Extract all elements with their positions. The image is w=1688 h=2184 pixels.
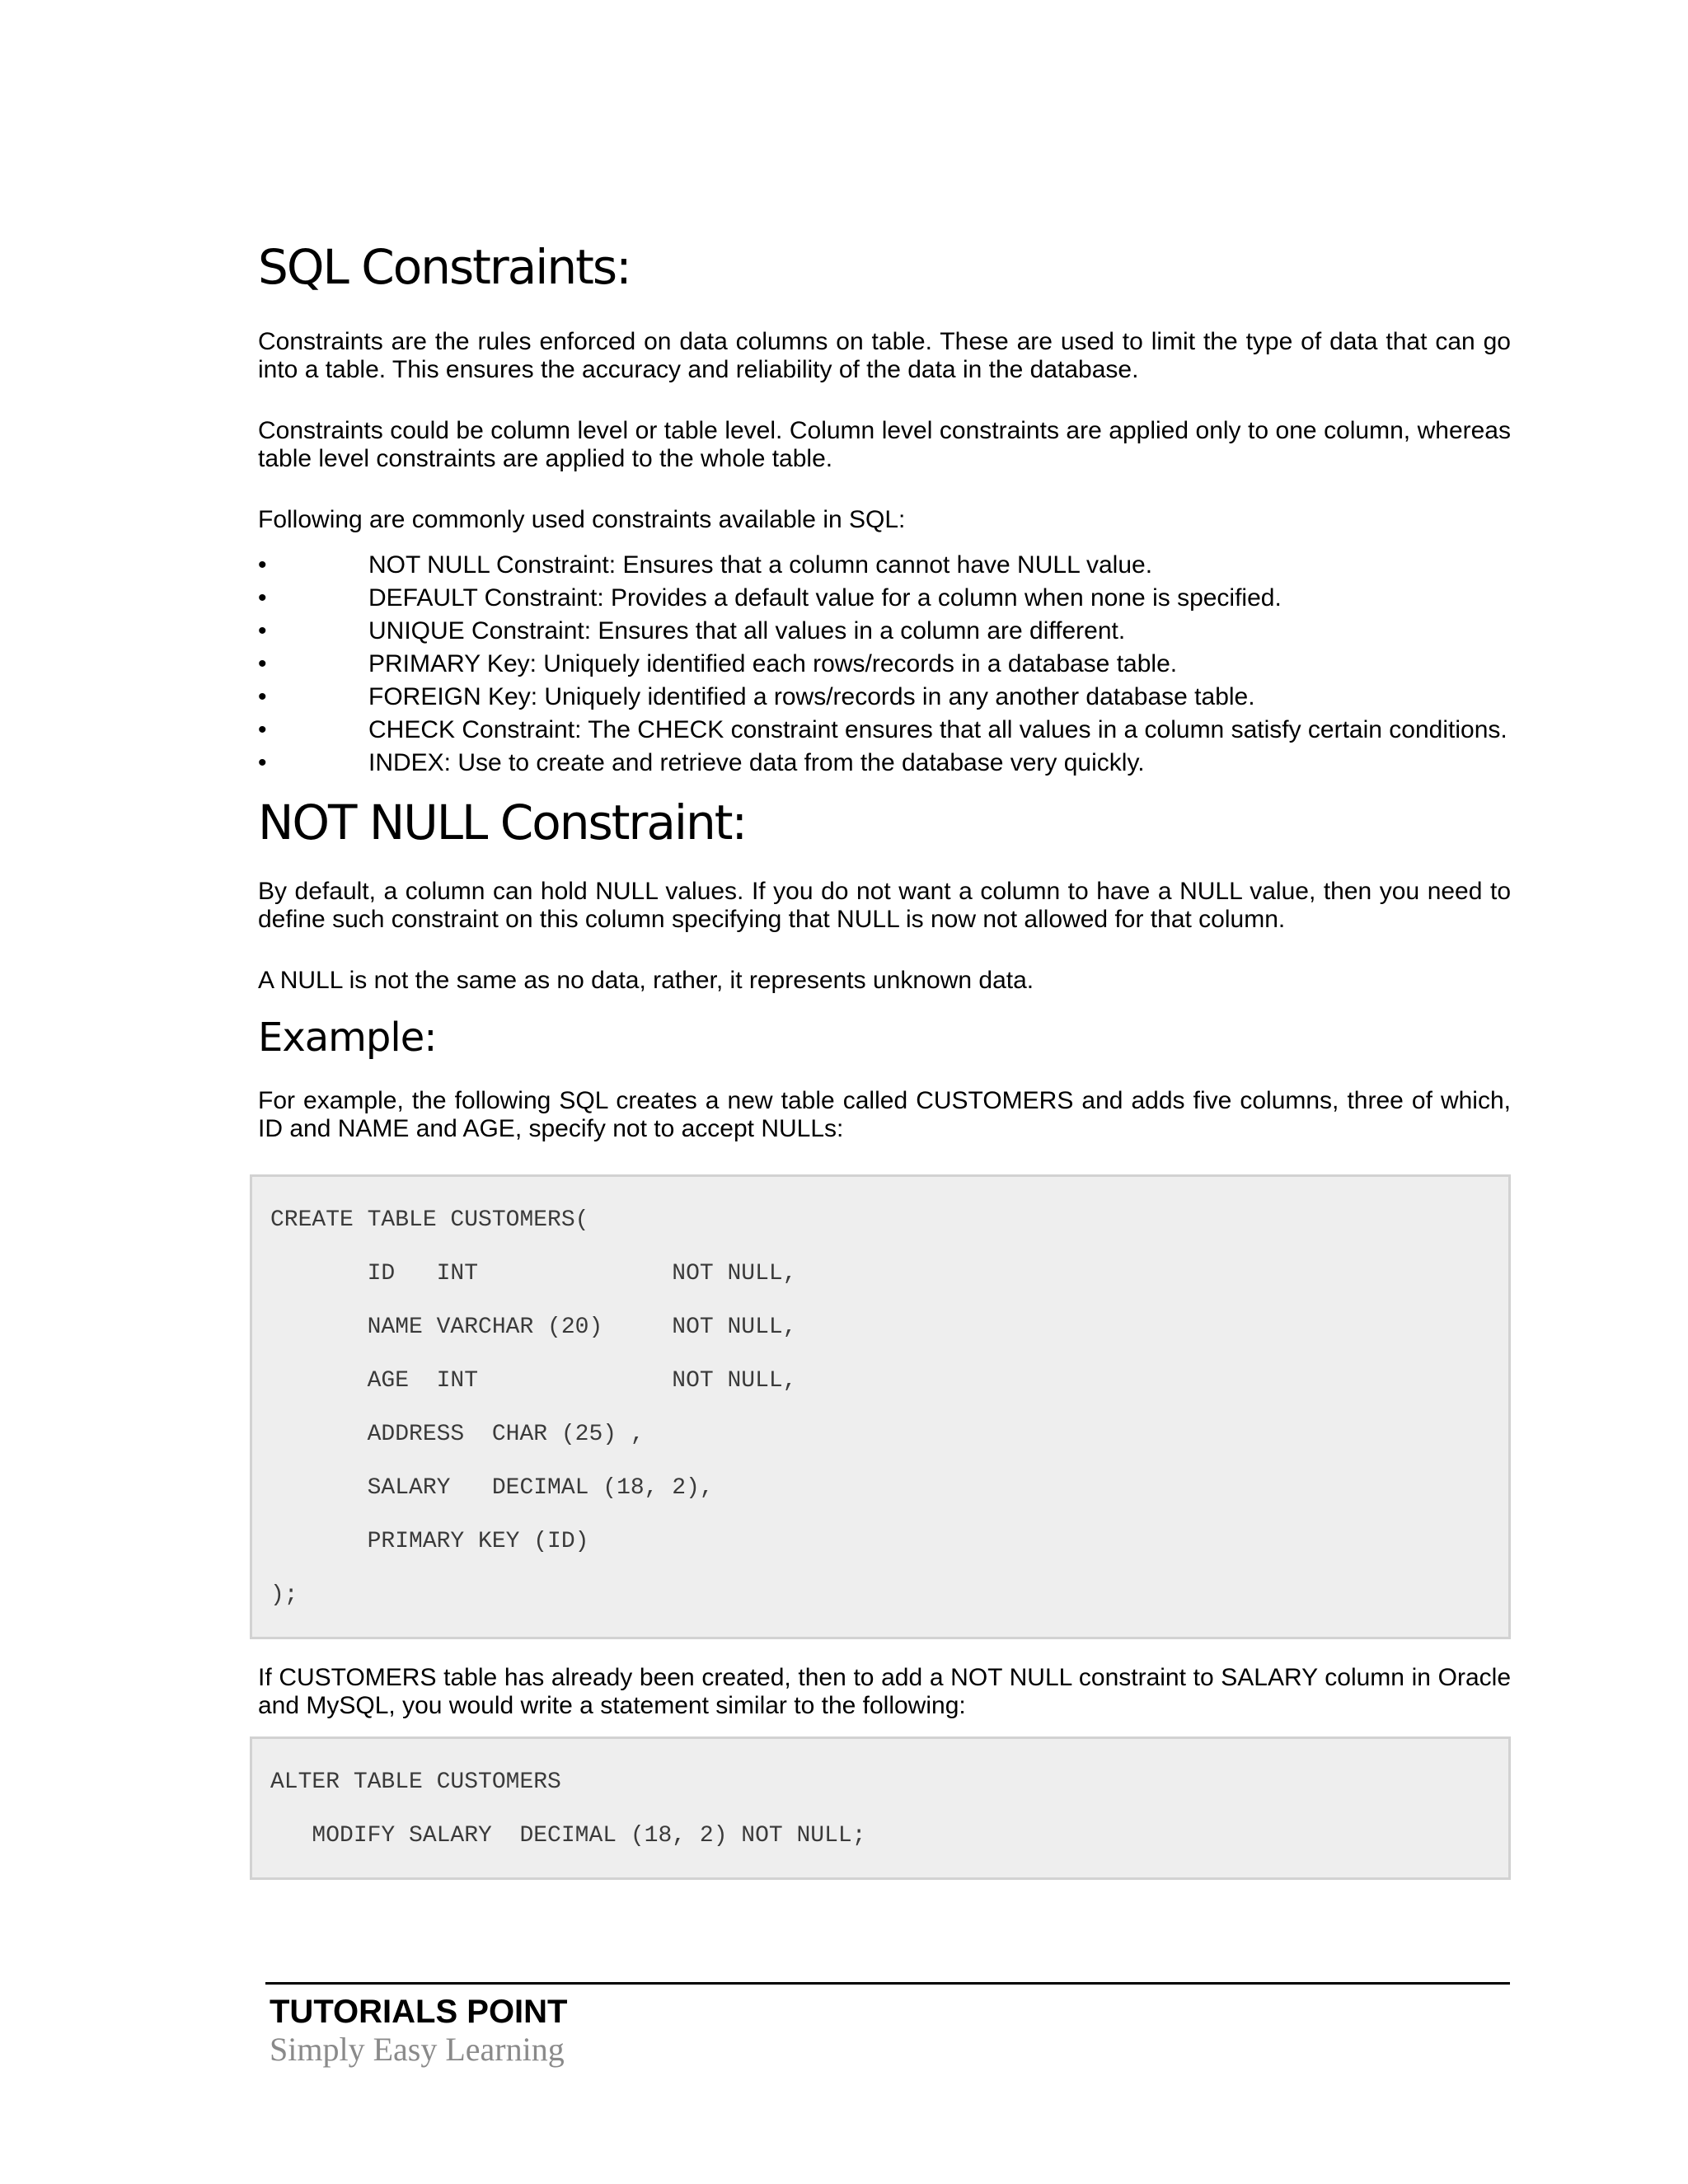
bullet-icon: • — [258, 583, 267, 612]
code-line: ID INT NOT NULL, — [270, 1260, 797, 1286]
paragraph-constraints-levels: Constraints could be column level or table level. Column level constraints are applied only to one column, whereas table level constraints are applied to the whole table. — [258, 416, 1511, 472]
code-line: SALARY DECIMAL (18, 2), — [270, 1474, 714, 1501]
bullet-icon: • — [258, 551, 267, 579]
bullet-icon: • — [258, 748, 267, 776]
paragraph-constraints-intro: Constraints are the rules enforced on data columns on table. These are used to limit the type of data that can go into a table. This ensures the accuracy and reliability of the data in the database. — [258, 327, 1511, 383]
paragraph-example-intro: For example, the following SQL creates a new table called CUSTOMERS and adds five columns, three of which, ID and NAME and AGE, specify not to accept NULLs: — [258, 1086, 1511, 1142]
code-line: MODIFY SALARY DECIMAL (18, 2) NOT NULL; — [270, 1822, 866, 1849]
footer-brand: TUTORIALS POINT — [270, 1994, 568, 2030]
paragraph-null-meaning: A NULL is not the same as no data, rather, it represents unknown data. — [258, 967, 1034, 995]
bullet-icon: • — [258, 649, 267, 677]
footer-divider — [265, 1982, 1510, 1985]
code-line: CREATE TABLE CUSTOMERS( — [270, 1207, 589, 1233]
code-line: NAME VARCHAR (20) NOT NULL, — [270, 1314, 797, 1340]
list-item: • INDEX: Use to create and retrieve data from the database very quickly. — [258, 747, 1511, 780]
page-footer — [265, 1982, 1510, 2069]
list-item: • DEFAULT Constraint: Provides a default value for a column when none is specified. — [258, 582, 1511, 615]
bullet-icon: • — [258, 616, 267, 644]
paragraph-constraints-list-intro: Following are commonly used constraints available in SQL: — [258, 505, 906, 533]
paragraph-alter-intro: If CUSTOMERS table has already been created, then to add a NOT NULL constraint to SALARY column in Oracle and MySQL, you would write a statement similar to the following: — [258, 1663, 1511, 1719]
page-content — [258, 239, 1511, 1880]
code-block-create-table — [250, 1174, 1511, 1639]
list-item: • UNIQUE Constraint: Ensures that all values in a column are different. — [258, 615, 1511, 648]
bullet-icon: • — [258, 715, 267, 743]
code-line: ); — [270, 1582, 298, 1608]
code-line: AGE INT NOT NULL, — [270, 1367, 797, 1394]
section-title-example: Example: — [258, 1015, 437, 1062]
code-block-alter-table — [250, 1736, 1511, 1880]
constraints-list — [258, 549, 1511, 780]
list-item: • CHECK Constraint: The CHECK constraint ensures that all values in a column satisfy certain conditions. — [258, 714, 1511, 747]
bullet-icon: • — [258, 682, 267, 710]
list-item: • NOT NULL Constraint: Ensures that a column cannot have NULL value. — [258, 549, 1511, 582]
section-title-not-null: NOT NULL Constraint: — [258, 794, 747, 851]
paragraph-not-null-intro: By default, a column can hold NULL values. If you do not want a column to have a NULL value, then you need to define such constraint on this column specifying that NULL is now not allowed for that column. — [258, 878, 1511, 934]
section-title-sql-constraints: SQL Constraints: — [258, 239, 631, 295]
code-line: ALTER TABLE CUSTOMERS — [270, 1769, 561, 1795]
footer-tagline: Simply Easy Learning — [270, 2031, 565, 2068]
list-item: • PRIMARY Key: Uniquely identified each rows/records in a database table. — [258, 648, 1511, 681]
code-line: ADDRESS CHAR (25) , — [270, 1421, 645, 1447]
code-line: PRIMARY KEY (ID) — [270, 1528, 589, 1554]
list-item: • FOREIGN Key: Uniquely identified a rows/records in any another database table. — [258, 681, 1511, 714]
